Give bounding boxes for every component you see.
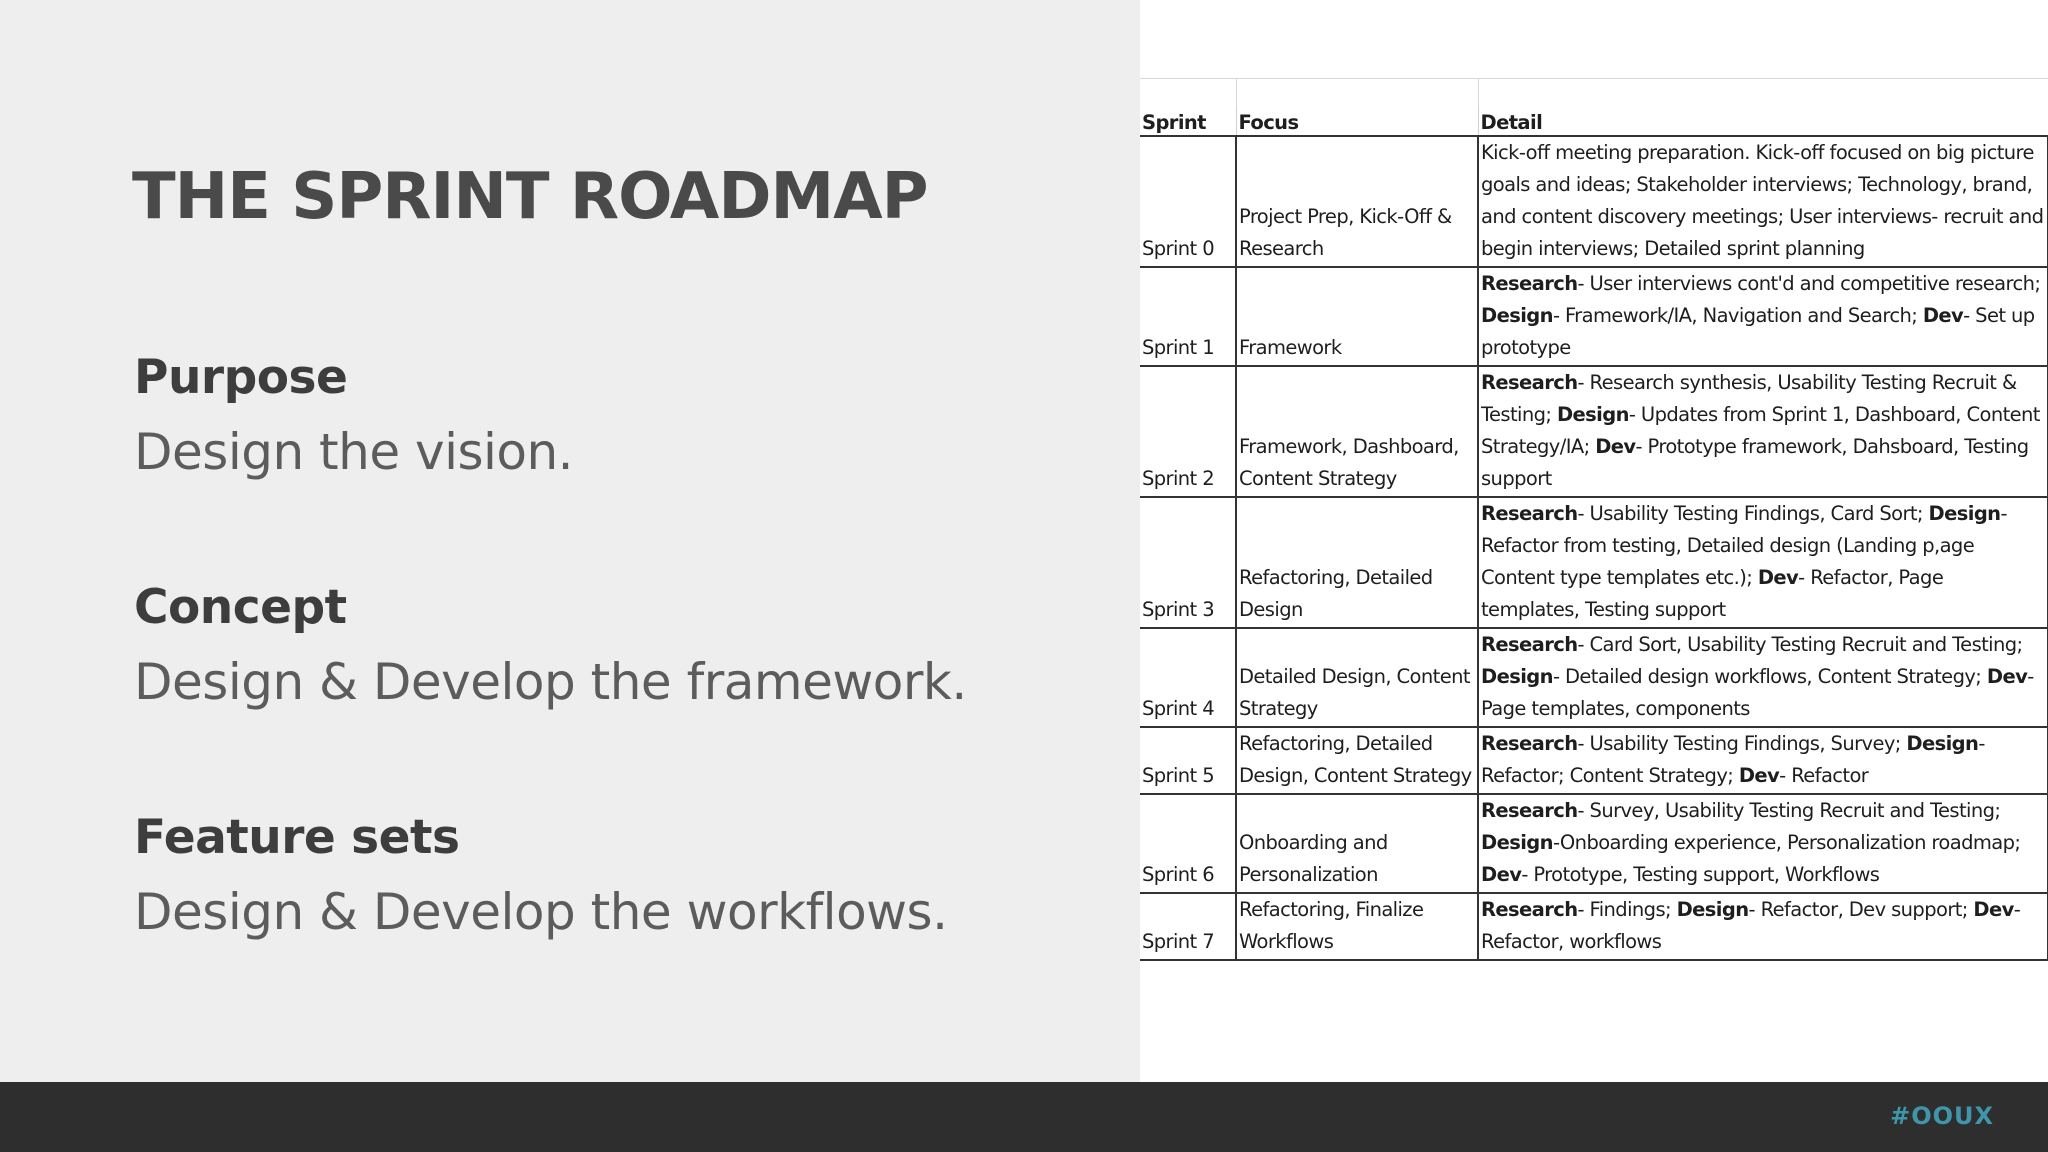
- spreadsheet-grid-row: [1140, 78, 2048, 106]
- cell-detail: [1478, 497, 2048, 628]
- table-row: [1140, 727, 2048, 794]
- grid-line: [1478, 79, 1479, 107]
- detail-text: - Framework/IA, Navigation and Search;: [1552, 304, 1923, 327]
- cell-sprint: Sprint 2: [1140, 366, 1236, 497]
- table-row: [1140, 497, 2048, 628]
- section-purpose: [134, 350, 573, 481]
- detail-label: Dev: [1738, 764, 1780, 787]
- detail-label: Dev: [1986, 665, 2028, 688]
- slide-right-panel: [1140, 0, 2048, 1082]
- cell-detail: [1478, 366, 2048, 497]
- section-heading: Purpose: [134, 350, 348, 405]
- table-body: [1140, 136, 2048, 960]
- cell-sprint: Sprint 5: [1140, 727, 1236, 794]
- detail-text: - Survey, Usability Testing Recruit and Testing;: [1577, 799, 2001, 822]
- section-body: Design the vision.: [134, 423, 574, 481]
- cell-detail: [1478, 628, 2048, 727]
- detail-text: Kick-off meeting preparation. Kick-off focused on big picture goals and ideas; Stakeholder interviews; Technology, brand, and content discovery meetings; User interviews- recruit and begin interviews; Detailed sprint planning: [1481, 141, 2044, 260]
- section-concept: [134, 580, 967, 711]
- detail-label: Design: [1481, 665, 1553, 688]
- detail-label: Dev: [1595, 435, 1636, 458]
- section-heading: Feature sets: [134, 810, 460, 865]
- table-row: [1140, 366, 2048, 497]
- cell-focus: Framework, Dashboard, Content Strategy: [1236, 366, 1478, 497]
- detail-text: - Prototype, Testing support, Workflows: [1521, 863, 1880, 886]
- cell-sprint: Sprint 0: [1140, 136, 1236, 267]
- cell-sprint: Sprint 4: [1140, 628, 1236, 727]
- detail-label: Design: [1481, 304, 1553, 327]
- detail-label: Dev: [1481, 863, 1522, 886]
- cell-sprint: Sprint 7: [1140, 893, 1236, 960]
- detail-label: Design: [1481, 831, 1553, 854]
- detail-text: - Refactor from testing, Detailed design (Landing p,age Content type templates etc.);: [1481, 502, 2007, 589]
- detail-text: - Detailed design workflows, Content Strategy;: [1552, 665, 1987, 688]
- table-row: [1140, 136, 2048, 267]
- detail-text: - Prototype framework, Dahsboard, Testing support: [1481, 435, 2029, 490]
- grid-line: [1236, 79, 1237, 107]
- detail-text: - Usability Testing Findings, Survey;: [1577, 732, 1907, 755]
- detail-label: Research: [1481, 633, 1578, 656]
- detail-label: Research: [1481, 272, 1578, 295]
- detail-text: - Usability Testing Findings, Card Sort;: [1577, 502, 1929, 525]
- detail-label: Dev: [1922, 304, 1964, 327]
- cell-sprint: Sprint 6: [1140, 794, 1236, 893]
- detail-label: Dev: [1757, 566, 1799, 589]
- table-row: [1140, 794, 2048, 893]
- hashtag-label: #OOUX: [1890, 1102, 1994, 1130]
- detail-text: - Findings;: [1577, 898, 1677, 921]
- section-feature-sets: [134, 810, 948, 941]
- cell-sprint: Sprint 1: [1140, 267, 1236, 366]
- detail-label: Research: [1481, 732, 1578, 755]
- detail-label: Design: [1928, 502, 2001, 525]
- detail-text: - Research synthesis, Usability Testing Recruit & Testing;: [1481, 371, 2017, 426]
- detail-text: - Refactor, workflows: [1481, 898, 2021, 953]
- section-body: Design & Develop the framework.: [134, 653, 967, 711]
- cell-focus: Onboarding and Personalization: [1236, 794, 1478, 893]
- cell-focus: Refactoring, Finalize Workflows: [1236, 893, 1478, 960]
- section-body: Design & Develop the workflows.: [134, 883, 948, 941]
- detail-label: Research: [1481, 799, 1578, 822]
- header-detail: Detail: [1478, 106, 2048, 136]
- detail-text: - Page templates, components: [1481, 665, 2034, 720]
- cell-focus: Detailed Design, Content Strategy: [1236, 628, 1478, 727]
- table-row: [1140, 893, 2048, 960]
- table-row: [1140, 267, 2048, 366]
- detail-text: -Onboarding experience, Personalization roadmap;: [1552, 831, 2021, 854]
- slide-title: THE SPRINT ROADMAP: [132, 160, 928, 234]
- detail-text: - Set up prototype: [1481, 304, 2035, 359]
- roadmap-table: [1140, 106, 2048, 961]
- detail-text: - Refactor, Dev support;: [1748, 898, 1974, 921]
- cell-detail: [1478, 727, 2048, 794]
- detail-text: - User interviews cont'd and competitive research;: [1577, 272, 2041, 295]
- cell-focus: Project Prep, Kick-Off & Research: [1236, 136, 1478, 267]
- cell-detail: [1478, 794, 2048, 893]
- cell-focus: Framework: [1236, 267, 1478, 366]
- footer-bar: [0, 1082, 2048, 1152]
- detail-label: Design: [1906, 732, 1979, 755]
- section-heading: Concept: [134, 580, 347, 635]
- cell-sprint: Sprint 3: [1140, 497, 1236, 628]
- detail-label: Design: [1676, 898, 1749, 921]
- cell-detail: [1478, 893, 2048, 960]
- header-focus: Focus: [1236, 106, 1478, 136]
- detail-label: Research: [1481, 898, 1578, 921]
- header-sprint: Sprint: [1140, 106, 1236, 136]
- cell-focus: Refactoring, Detailed Design, Content Strategy: [1236, 727, 1478, 794]
- detail-text: - Updates from Sprint 1, Dashboard, Content Strategy/IA;: [1481, 403, 2040, 458]
- detail-text: - Card Sort, Usability Testing Recruit and Testing;: [1577, 633, 2023, 656]
- detail-label: Dev: [1973, 898, 2014, 921]
- cell-focus: Refactoring, Detailed Design: [1236, 497, 1478, 628]
- cell-detail: [1478, 267, 2048, 366]
- detail-label: Research: [1481, 502, 1578, 525]
- table-row: [1140, 628, 2048, 727]
- cell-detail: [1478, 136, 2048, 267]
- detail-label: Design: [1556, 403, 1629, 426]
- detail-text: - Refactor; Content Strategy;: [1481, 732, 1985, 787]
- detail-label: Research: [1481, 371, 1578, 394]
- detail-text: - Refactor, Page templates, Testing support: [1481, 566, 1944, 621]
- table-header-row: [1140, 106, 2048, 136]
- detail-text: - Refactor: [1779, 764, 1869, 787]
